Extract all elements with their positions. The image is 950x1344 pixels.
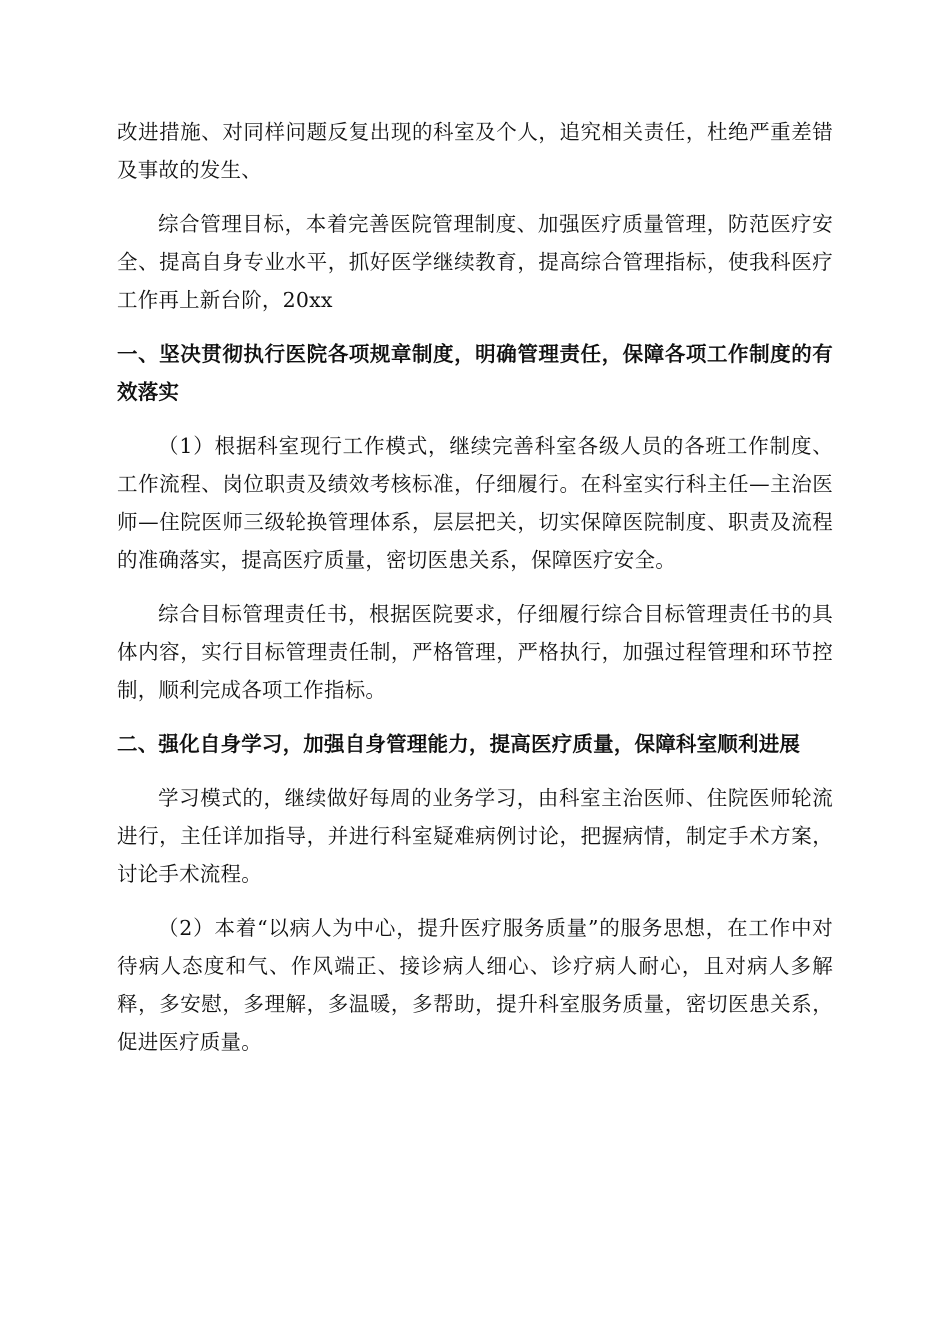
paragraph: 改进措施、对同样问题反复出现的科室及个人，追究相关责任，杜绝严重差错及事故的发生、 <box>117 120 833 182</box>
paragraph: 综合目标管理责任书，根据医院要求，仔细履行综合目标管理责任书的具体内容，实行目标管理责任制，严格管理，严格执行，加强过程管理和环节控制，顺利完成各项工作指标。 <box>117 602 833 702</box>
paragraph: 综合管理目标，本着完善医院管理制度、加强医疗质量管理，防范医疗安全、提高自身专业水平，抓好医学继续教育，提高综合管理指标，使我科医疗工作再上新台阶，20xx <box>117 212 833 312</box>
paragraph: （1）根据科室现行工作模式，继续完善科室各级人员的各班工作制度、工作流程、岗位职责及绩效考核标准，仔细履行。在科室实行科主任—主治医师—住院医师三级轮换管理体系，层层把关，切实保障医院制度、职责及流程的准确落实，提高医疗质量，密切医患关系，保障医疗安全。 <box>117 434 833 572</box>
paragraph: （2）本着“以病人为中心，提升医疗服务质量”的服务思想，在工作中对待病人态度和气、作风端正、接诊病人细心、诊疗病人耐心，且对病人多解释，多安慰，多理解，多温暖，多帮助，提升科室服务质量，密切医患关系，促进医疗质量。 <box>117 916 833 1054</box>
paragraph: 学习模式的，继续做好每周的业务学习，由科室主治医师、住院医师轮流进行，主任详加指导，并进行科室疑难病例讨论，把握病情，制定手术方案，讨论手术流程。 <box>117 786 833 886</box>
section-heading: 一、坚决贯彻执行医院各项规章制度，明确管理责任，保障各项工作制度的有效落实 <box>117 342 833 404</box>
document-body <box>117 113 833 1077</box>
section-heading: 二、强化自身学习，加强自身管理能力，提高医疗质量，保障科室顺利进展 <box>117 732 801 756</box>
